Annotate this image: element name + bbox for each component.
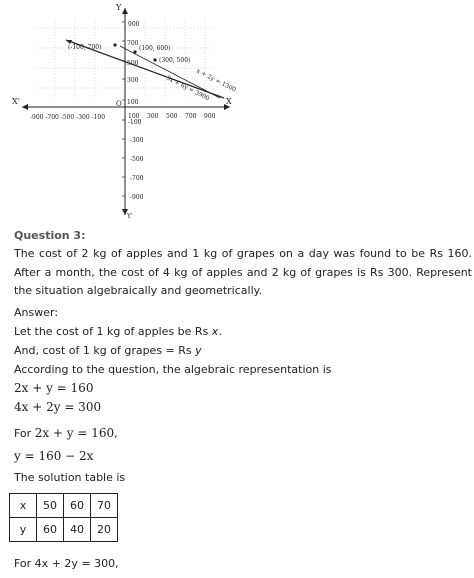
y-tick: 300: [127, 77, 139, 84]
line-2-label: 3x + 6y = 3900: [165, 74, 211, 103]
x-tick: 700: [185, 113, 197, 120]
table-cell: 20: [91, 518, 118, 542]
point-label: (100, 600): [139, 45, 171, 52]
grapes-cost-line: [14, 344, 202, 358]
table-cell: x: [10, 494, 37, 518]
solution-table-intro: The solution table is: [14, 471, 126, 484]
axis-label-x-neg: X': [12, 97, 20, 106]
origin-label: O: [116, 100, 122, 108]
point-marker: [133, 50, 136, 53]
solve-y-equation: y = 160 − 2x: [14, 449, 94, 463]
coordinate-graph: [0, 0, 474, 225]
point-marker: [113, 43, 116, 46]
x-tick: 500: [166, 113, 178, 120]
grapes-var: y: [195, 344, 202, 357]
question-title: Question 3:: [14, 229, 86, 242]
x-tick: 100: [128, 113, 140, 120]
x-tick: 300: [147, 113, 159, 120]
apples-cost-end: .: [218, 325, 222, 338]
table-row: [10, 494, 118, 518]
answer-label: Answer:: [14, 306, 59, 319]
apples-var: x: [211, 325, 219, 338]
for-word: For: [14, 427, 32, 440]
y-tick: -500: [130, 156, 144, 163]
for-line-1: [14, 426, 118, 441]
table-cell: 70: [91, 494, 118, 518]
equation-1: 2x + y = 160: [14, 381, 94, 395]
y-tick: 700: [127, 40, 139, 47]
apples-cost-text: Let the cost of 1 kg of apples be Rs: [14, 325, 212, 338]
y-tick: 900: [128, 21, 140, 28]
table-cell: y: [10, 518, 37, 542]
y-tick: -300: [130, 137, 144, 144]
x-tick: 900: [204, 113, 216, 120]
for-comma: ,: [114, 427, 118, 440]
solution-table: [9, 493, 118, 542]
axis-label-x: X: [226, 97, 232, 106]
question-text: The cost of 2 kg of apples and 1 kg of grapes on a day was found to be Rs 160. After a month, the cost of 4 kg of apples and 2 kg of grapes is Rs 300. Represent the situation algebraically and geometrically.: [14, 247, 472, 297]
for-equation: 2x + y = 160: [34, 426, 115, 440]
point-label: (-100, 700): [68, 44, 102, 51]
x-axis-neg-arrow: [22, 104, 28, 110]
point-label: (300, 500): [159, 57, 191, 64]
axis-label-y: Y: [116, 3, 122, 12]
table-row: [10, 518, 118, 542]
axis-label-y-neg: Y': [127, 213, 133, 220]
equation-2: 4x + 2y = 300: [14, 400, 102, 414]
x-tick-neg: -900 -700 -500 -300 -100: [30, 114, 106, 121]
table-cell: 60: [64, 494, 91, 518]
y-tick: 500: [127, 60, 139, 67]
y-tick: 100: [127, 99, 139, 106]
y-tick: -100: [128, 119, 142, 126]
y-axis-arrow: [122, 8, 128, 14]
table-cell: 40: [64, 518, 91, 542]
grapes-cost-text: And, cost of 1 kg of grapes = Rs: [14, 344, 196, 357]
y-tick: -700: [130, 175, 144, 182]
last-line: For 4x + 2y = 300,: [14, 557, 119, 570]
table-cell: 60: [37, 518, 64, 542]
algebraic-intro: According to the question, the algebraic representation is: [14, 363, 332, 376]
point-marker: [153, 58, 156, 61]
table-cell: 50: [37, 494, 64, 518]
y-tick: -900: [130, 194, 144, 201]
line-1-label: x + 2y = 1300: [195, 67, 238, 94]
apples-cost-line: [14, 325, 222, 339]
